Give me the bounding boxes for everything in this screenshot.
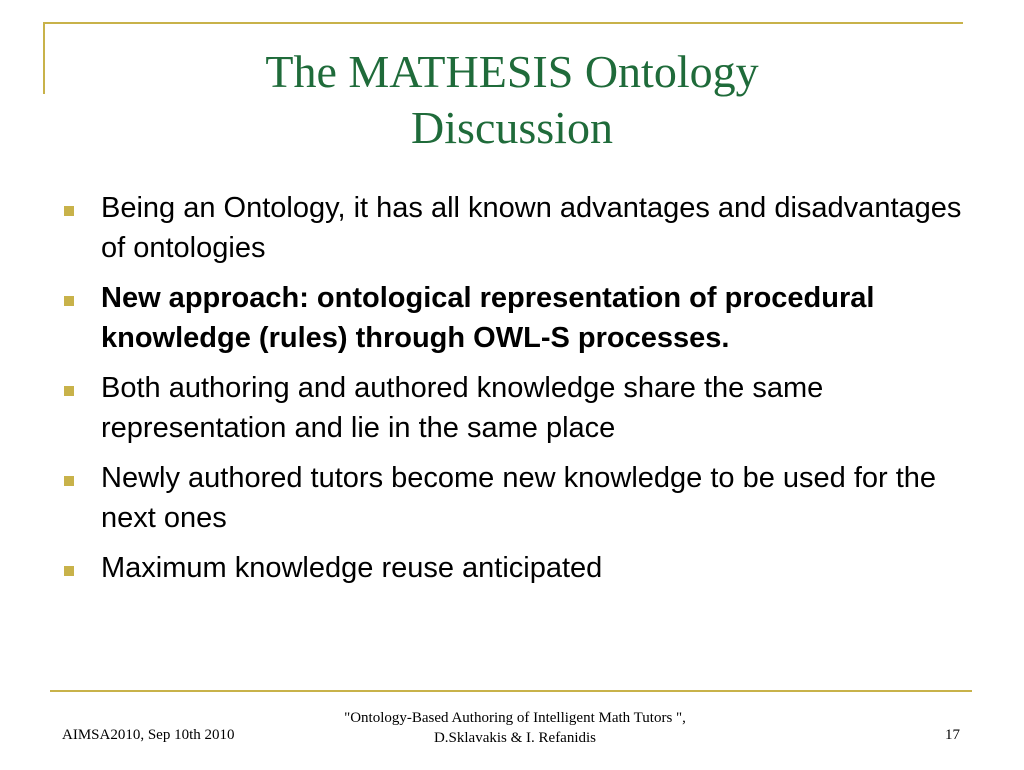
slide-title-line1: The MATHESIS Ontology — [265, 46, 759, 97]
slide-title — [0, 44, 1024, 156]
bullet-item — [62, 458, 962, 538]
bullet-text: Being an Ontology, it has all known advantages and disadvantages of ontologies — [101, 192, 962, 264]
square-bullet-icon — [64, 206, 74, 216]
bullet-item — [62, 368, 962, 448]
footer-citation-line2: D.Sklavakis & I. Refanidis — [433, 730, 597, 746]
footer-citation — [330, 708, 700, 748]
square-bullet-icon — [64, 566, 74, 576]
footer-citation-line1: "Ontology-Based Authoring of Intelligent Math Tutors ", — [344, 710, 686, 726]
footer-date: AIMSA2010, Sep 10th 2010 — [62, 727, 235, 743]
square-bullet-icon — [64, 476, 74, 486]
bullet-text: Maximum knowledge reuse anticipated — [101, 552, 603, 584]
bullet-item — [62, 278, 962, 358]
footer-rule — [50, 690, 972, 692]
bullet-item — [62, 548, 962, 588]
square-bullet-icon — [64, 386, 74, 396]
bullet-list — [62, 188, 962, 598]
slide-title-line2: Discussion — [411, 102, 613, 153]
bullet-text: Both authoring and authored knowledge share the same representation and lie in the same place — [101, 372, 824, 444]
square-bullet-icon — [64, 296, 74, 306]
page-number: 17 — [945, 727, 960, 743]
frame-top-rule — [43, 22, 963, 24]
bullet-text: Newly authored tutors become new knowledge to be used for the next ones — [101, 462, 937, 534]
bullet-text: New approach: ontological representation of procedural knowledge (rules) through OWL-S processes. — [101, 282, 875, 354]
bullet-item — [62, 188, 962, 268]
